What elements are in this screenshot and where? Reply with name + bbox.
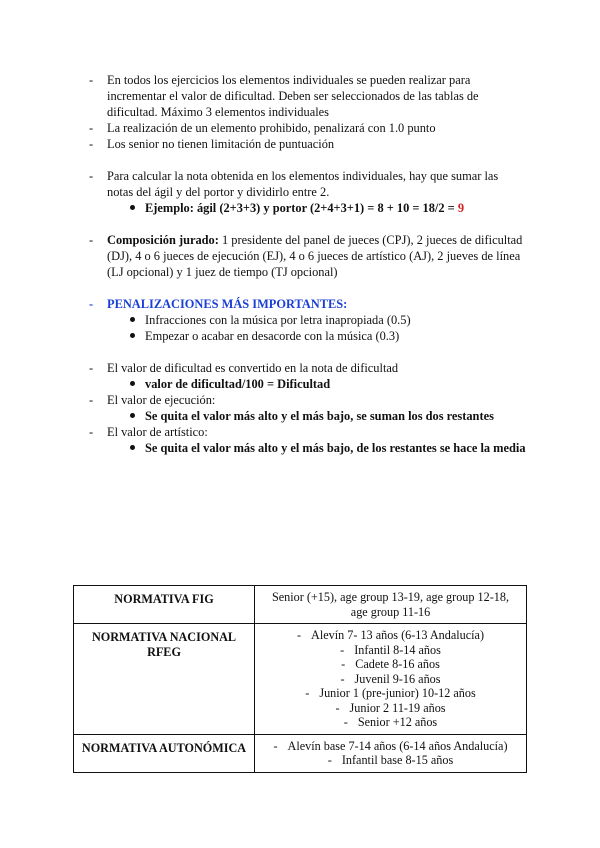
dash-marker: -	[89, 361, 94, 375]
category-item: - Infantil base 8-15 años	[327, 753, 454, 767]
normativa-table	[73, 585, 527, 773]
dash-marker: -	[89, 297, 94, 311]
autonomica-categories	[255, 734, 527, 772]
rule-text: La realización de un elemento prohibido, penalizará con 1.0 punto	[107, 121, 436, 135]
dash-marker: -	[89, 393, 94, 407]
example-formula: Ejemplo: ágil (2+3+3) y portor (2+4+3+1) = 8 + 10 = 18/2 =	[145, 201, 458, 215]
penalty-item: Empezar o acabar en desacorde con la música (0.3)	[0, 328, 600, 344]
dash-marker: -	[89, 121, 94, 135]
fig-label: NORMATIVA FIG	[74, 586, 255, 624]
dash-marker: -	[89, 73, 94, 87]
difficulty-text: El valor de dificultad es convertido en la nota de dificultad	[107, 361, 399, 375]
list-item	[0, 72, 600, 120]
category-item: - Infantil 8-14 años	[340, 642, 441, 657]
list-item	[0, 136, 600, 152]
penalties-title: PENALIZACIONES MÁS IMPORTANTES:	[107, 297, 348, 311]
list-item	[0, 168, 600, 200]
execution-list	[0, 408, 600, 424]
dash-marker: -	[89, 233, 94, 247]
list-item	[0, 424, 600, 440]
category-item: - Senior +12 años	[343, 715, 438, 729]
execution-text: El valor de ejecución:	[107, 393, 216, 407]
rules-list	[0, 72, 600, 152]
list-item	[0, 392, 600, 408]
jury-text: 1 presidente del panel de jueces (CPJ), 2 jueces de dificultad (DJ), 4 o 6 jueces de ejecución (EJ), 4 o 6 jueces de artístico (AJ), 2 jueves de línea (LJ opcional) y 1 juez de tiempo (TJ opcional)	[107, 233, 523, 279]
example-item	[0, 200, 600, 216]
jury-section	[0, 232, 600, 280]
list-item	[0, 120, 600, 136]
table-row	[74, 624, 527, 735]
artistic-list	[0, 440, 600, 456]
penalty-item: Infracciones con la música por letra inapropiada (0.5)	[0, 312, 600, 328]
list-item	[0, 232, 600, 280]
dash-marker: -	[89, 137, 94, 151]
penalties-list	[0, 312, 600, 344]
dash-marker: -	[89, 169, 94, 183]
list-item	[0, 360, 600, 376]
dash-marker: -	[89, 425, 94, 439]
category-item: - Juvenil 9-16 años	[340, 671, 441, 686]
artistic-rule: Se quita el valor más alto y el más bajo, de los restantes se hace la media	[0, 440, 600, 456]
example-list	[0, 200, 600, 216]
difficulty-list	[0, 376, 600, 392]
category-item: - Junior 2 11-19 años	[335, 700, 446, 715]
table-row	[74, 586, 527, 624]
difficulty-formula: valor de dificultad/100 = Dificultad	[0, 376, 600, 392]
scores-section	[0, 360, 600, 456]
penalties-section	[0, 296, 600, 344]
jury-label: Composición jurado:	[107, 233, 219, 247]
category-item: - Cadete 8-16 años	[341, 657, 440, 671]
rule-text: En todos los ejercicios los elementos individuales se pueden realizar para incrementar el valor de dificultad. Deben ser seleccionados de las tablas de dificultad. Máximo 3 elementos individuales	[107, 73, 479, 119]
category-item: - Alevín 7- 13 años (6-13 Andalucía)	[296, 628, 484, 642]
autonomica-label: NORMATIVA AUTONÓMICA	[74, 734, 255, 772]
rfeg-label: NORMATIVA NACIONAL RFEG	[74, 624, 255, 735]
example-result: 9	[457, 201, 465, 215]
execution-rule: Se quita el valor más alto y el más bajo, se suman los dos restantes	[0, 408, 600, 424]
category-item: - Junior 1 (pre-junior) 10-12 años	[305, 686, 476, 700]
calculation-text: Para calcular la nota obtenida en los elementos individuales, hay que sumar las notas del ágil y del portor y dividirlo entre 2.	[107, 169, 499, 199]
calculation-section	[0, 168, 600, 216]
rule-text: Los senior no tienen limitación de puntuación	[107, 137, 335, 151]
rfeg-categories	[255, 624, 527, 735]
table-row	[74, 734, 527, 772]
penalties-heading	[0, 296, 600, 312]
category-item: - Alevín base 7-14 años (6-14 años Andalucía)	[273, 738, 508, 753]
artistic-text: El valor de artístico:	[107, 425, 208, 439]
fig-value: Senior (+15), age group 13-19, age group 12-18, age group 11-16	[255, 586, 527, 624]
